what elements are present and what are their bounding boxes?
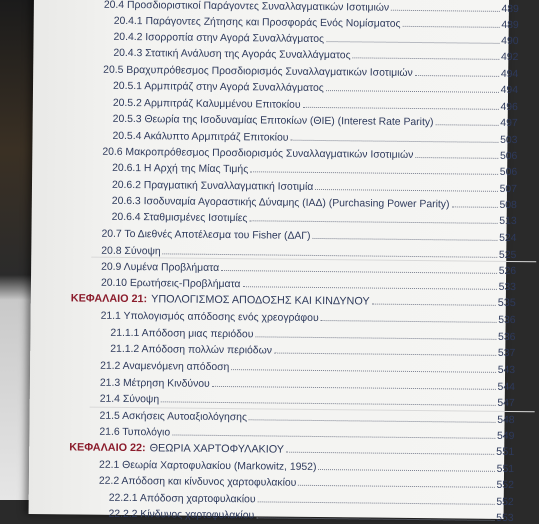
entry-title: 21.1.1 Απόδοση μιας περιόδου: [110, 327, 254, 341]
page-number: 489: [501, 3, 519, 16]
entry-title: 22.2 Απόδοση και κίνδυνος χαρτοφυλακίου: [98, 475, 297, 489]
page-number: 536: [498, 314, 516, 327]
chapter-title: [69, 441, 284, 455]
page-number: 507: [499, 183, 518, 196]
entry-title: 20.6.4 Σταθμισμένες Ισοτιμίες: [111, 211, 248, 225]
page-number: 492: [500, 51, 519, 64]
page-number: 543: [497, 364, 516, 377]
page-number: 549: [496, 430, 515, 443]
chapter-title-text: ΥΠΟΛΟΓΙΣΜΟΣ ΑΠΟΔΟΣΗΣ ΚΑΙ ΚΙΝΔΥΝΟΥ: [151, 293, 370, 308]
page-number: 551: [496, 463, 515, 476]
dot-leader: [326, 41, 499, 44]
dot-leader: [242, 286, 496, 290]
dot-leader: [256, 517, 494, 520]
page-number: 506: [499, 166, 518, 179]
dot-leader: [312, 238, 497, 241]
page-number: 494: [500, 84, 519, 97]
entry-title: 20.4.1 Παράγοντες Ζήτησης και Προσφοράς Ενός Νομίσματος: [113, 15, 401, 30]
dot-leader: [315, 189, 497, 192]
dot-leader: [161, 401, 495, 406]
entry-title: 21.1.2 Απόδοση πολλών περιόδων: [110, 343, 272, 357]
dot-leader: [274, 353, 496, 356]
page-number: 525: [498, 249, 517, 262]
entry-title: 20.9 Λυμένα Προβλήματα: [101, 261, 220, 274]
page-number: 537: [497, 347, 516, 360]
entry-title: 21.6 Τυπολόγιο: [99, 426, 171, 439]
entry-title: 20.7 Το Διεθνές Αποτέλεσμα του Fisher (ΔΑΓ): [101, 228, 311, 242]
entry-title: 20.8 Σύνοψη: [101, 245, 161, 258]
entry-title: 20.5.1 Αρμπιτράζ στην Αγορά Συναλλάγματος: [112, 80, 324, 95]
dot-leader: [290, 140, 498, 143]
entry-title: 21.2 Αναμενόμενη απόδοση: [100, 360, 230, 374]
page-number: 535: [497, 296, 516, 310]
page-number: 552: [496, 496, 514, 509]
page-number: 533: [498, 281, 517, 294]
dot-leader: [403, 26, 500, 28]
page-number: 496: [500, 101, 518, 114]
entry-title: 20.4.2 Ισορροπία στην Αγορά Συναλλάγματος: [113, 31, 325, 46]
entry-title: 21.4 Σύνοψη: [99, 393, 160, 406]
dot-leader: [250, 171, 498, 175]
dot-leader: [318, 469, 494, 472]
page-number: 552: [496, 479, 514, 492]
entry-title: 20.10 Ερωτήσεις-Προβλήματα: [100, 277, 241, 291]
dot-leader: [372, 304, 496, 306]
page-number: 508: [499, 199, 517, 212]
book-page: [29, 0, 519, 524]
entry-title: 20.5 Βραχυπρόθεσμος Προσδιορισμός Συναλλαγματικών Ισοτιμιών: [103, 64, 413, 79]
dot-leader: [353, 57, 499, 60]
dot-leader: [298, 485, 494, 488]
entry-title: 20.6.2 Πραγματική Συναλλαγματική Ισοτιμία: [111, 179, 314, 193]
chapter-label: ΚΕΦΑΛΑΙΟ 22:: [69, 441, 146, 455]
entry-title: 20.5.3 Θεωρία της Ισοδυναμίας Επιτοκίων (ΘΙΕ) (Interest Rate Parity): [112, 113, 434, 129]
entry-title: 22.1 Θεωρία Χαρτοφυλακίου (Markowitz, 1952): [99, 459, 317, 473]
page-number: 497: [500, 117, 518, 130]
page-number: 506: [499, 150, 518, 163]
entry-title: 22.2.2 Κίνδυνος χαρτοφυλακίου: [108, 508, 255, 522]
page-number: 544: [497, 381, 515, 394]
dot-leader: [391, 10, 499, 12]
entry-title: 21.3 Μέτρηση Κινδύνου: [99, 377, 210, 390]
dot-leader: [435, 124, 498, 126]
entry-title: 20.6.1 Η Αρχή της Μίας Τιμής: [112, 162, 249, 176]
entry-title: 20.5.4 Ακάλυπτο Αρμπιτράζ Επιτοκίου: [112, 130, 289, 144]
chapter-label: ΚΕΦΑΛΑΙΟ 21:: [70, 292, 148, 306]
page-number: 524: [499, 232, 517, 245]
dot-leader: [451, 206, 497, 207]
page-number: 489: [501, 19, 519, 32]
entry-title: 20.4.3 Στατική Ανάλυση της Αγοράς Συναλλάγματος: [113, 47, 351, 62]
dot-leader: [255, 336, 496, 340]
page-number: 548: [497, 414, 515, 427]
toc-entry: [69, 503, 514, 524]
entry-title: 20.5.2 Αρμπιτράζ Καλυμμένου Επιτοκίου: [112, 97, 301, 111]
dot-leader: [415, 75, 499, 77]
page-number: 503: [500, 134, 518, 147]
dot-leader: [326, 90, 499, 93]
dot-leader: [249, 220, 497, 224]
page-number: 547: [497, 397, 515, 410]
dot-leader: [258, 501, 495, 504]
entry-title: 22.2.1 Απόδοση χαρτοφυλακίου: [108, 492, 256, 506]
page-number: 551: [496, 445, 515, 459]
page-number: 536: [498, 331, 516, 344]
entry-title: 21.5 Ασκήσεις Αυτοαξιολόγησης: [99, 410, 248, 424]
dot-leader: [231, 369, 495, 373]
dot-leader: [286, 452, 494, 455]
entry-title: 21.1 Υπολογισμός απόδοσης ενός χρεογράφου: [100, 310, 319, 324]
entry-title: 20.6.3 Ισοδυναμία Αγοραστικής Δύναμης (ΙΑΔ) (Purchasing Power Parity): [111, 195, 450, 211]
dot-leader: [221, 270, 497, 274]
dot-leader: [303, 107, 499, 110]
dot-leader: [321, 320, 497, 323]
page-number: 553: [496, 512, 514, 524]
entry-title: 20.6 Μακροπρόθεσμος Προσδιορισμός Συναλλαγματικών Ισοτιμιών: [102, 146, 414, 161]
page-number: 513: [499, 215, 517, 228]
dot-leader: [415, 157, 498, 159]
chapter-title-text: ΘΕΩΡΙΑ ΧΑΡΤΟΦΥΛΑΚΙΟΥ: [149, 442, 285, 456]
dot-leader: [249, 419, 495, 423]
page-number: 490: [501, 35, 519, 48]
entry-title: 20.4 Προσδιοριστικοί Παράγοντες Συναλλαγματικών Ισοτιμιών: [103, 0, 390, 14]
page-number: 494: [500, 68, 519, 81]
dot-leader: [212, 386, 496, 390]
page-number: 526: [498, 265, 517, 278]
